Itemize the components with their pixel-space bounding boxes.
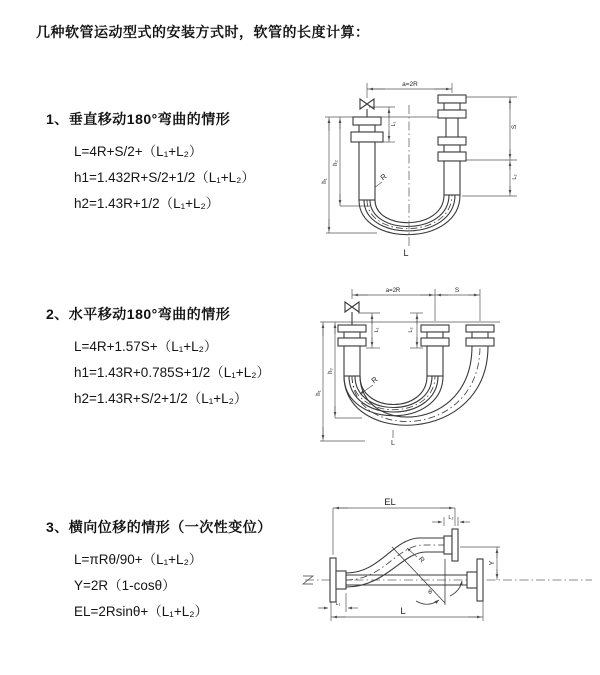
section-heading: 3、横向位移的情形（一次性变位） xyxy=(46,519,272,535)
formula-line: L=4R+S/2+（L₁+L₂） xyxy=(74,144,203,159)
dim-label-h2: h₂ xyxy=(333,160,339,166)
radius-label: R xyxy=(416,555,426,565)
angle-label: θ xyxy=(428,589,432,596)
formula-line: L=πRθ/90+（L₁+L₂） xyxy=(74,552,203,567)
formula-line: h2=1.43R+1/2（L₁+L₂） xyxy=(74,196,220,211)
dim-label-a2r: a=2R xyxy=(385,288,401,294)
section-heading: 1、垂直移动180°弯曲的情形 xyxy=(46,111,231,127)
formula-list xyxy=(74,139,255,217)
section-vertical-bend xyxy=(46,110,255,217)
dimension-labels xyxy=(336,497,496,617)
section-horizontal-bend xyxy=(46,305,270,412)
hose-geometry xyxy=(338,302,494,425)
formula-line: h2=1.43R+S/2+1/2（L₁+L₂） xyxy=(74,391,248,406)
length-label: L xyxy=(391,440,395,447)
dim-label-h1: h₁ xyxy=(322,178,328,184)
dimension-lines xyxy=(325,83,517,233)
length-label: L xyxy=(400,606,406,617)
valve-icon xyxy=(360,99,367,109)
hose-geometry xyxy=(303,529,592,605)
dim-label-s: S xyxy=(511,124,518,130)
radius-label: R xyxy=(369,374,380,386)
dim-label-el: EL xyxy=(384,497,396,508)
diagram-lateral-displacement xyxy=(300,495,600,630)
formula-line: EL=2Rsinθ+（L₁+L₂） xyxy=(74,604,208,619)
page-title: 几种软管运动型式的安装方式时，软管的长度计算： xyxy=(36,24,370,40)
dim-label-l1: L₁ xyxy=(391,121,397,127)
dim-label-y: Y xyxy=(489,560,496,566)
dim-label-l1: L₁ xyxy=(374,327,380,333)
dimension-labels xyxy=(322,81,518,258)
dim-label-l2: L₂ xyxy=(512,174,518,180)
dim-label-a2r: a=2R xyxy=(402,81,418,88)
formula-line: h1=1.43R+0.785S+1/2（L₁+L₂） xyxy=(74,365,270,380)
diagram-vertical-bend xyxy=(315,75,600,260)
formula-line: Y=2R（1-cosθ） xyxy=(74,578,176,593)
dim-label-s: S xyxy=(454,287,460,294)
formula-list xyxy=(74,547,272,625)
length-label: L xyxy=(403,248,409,258)
formula-line: L=4R+1.57S+（L₁+L₂） xyxy=(74,339,218,354)
dim-label-l1: L₁ xyxy=(335,601,341,607)
section-heading: 2、水平移动180°弯曲的情形 xyxy=(46,306,231,322)
diagram-horizontal-bend xyxy=(310,283,600,451)
valve-icon xyxy=(345,302,352,312)
section-lateral-displacement xyxy=(46,518,272,625)
dim-label-l2: L₂ xyxy=(448,515,454,521)
formula-list xyxy=(74,334,270,412)
dim-label-h2: h₂ xyxy=(328,368,334,374)
dim-label-l2: L₂ xyxy=(408,327,414,333)
radius-label: R xyxy=(378,171,389,183)
dim-label-h1: h₁ xyxy=(316,390,322,396)
hose-geometry xyxy=(351,95,466,247)
formula-line: h1=1.432R+S/2+1/2（L₁+L₂） xyxy=(74,170,255,185)
